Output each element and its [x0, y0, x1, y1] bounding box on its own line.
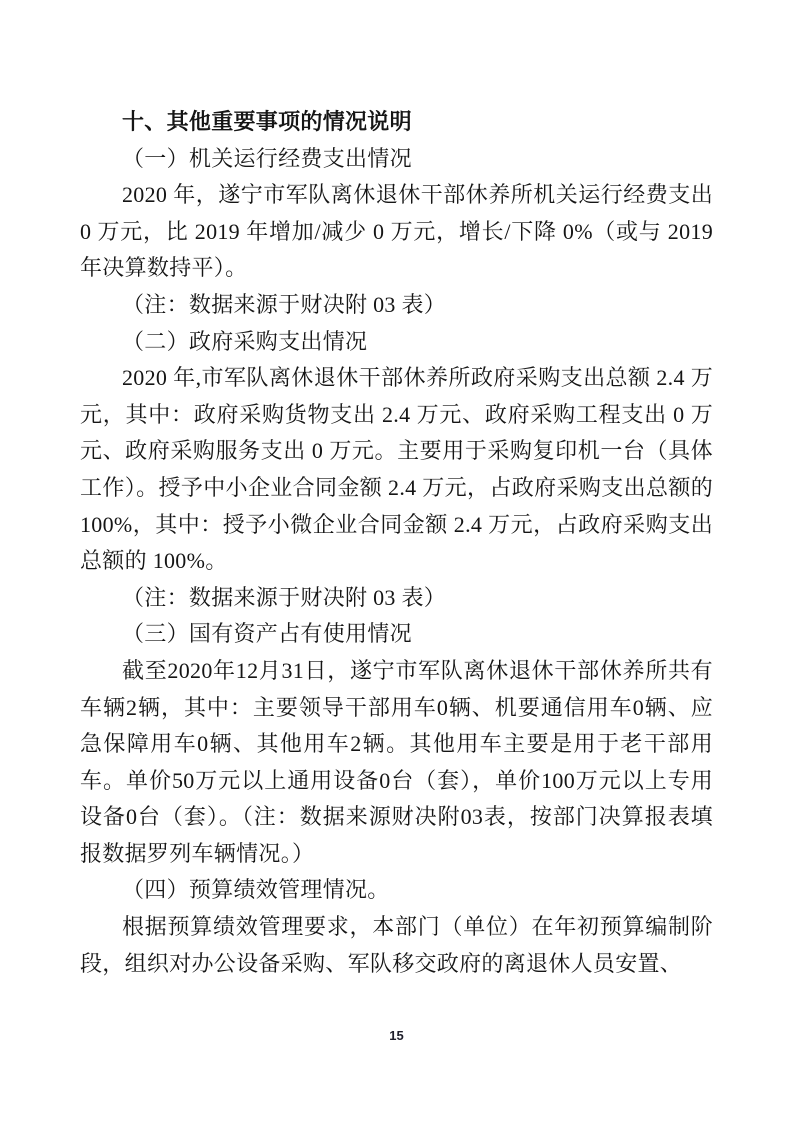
- page-number: 15: [389, 1028, 404, 1043]
- note-line: （注：数据来源于财决附 03 表）: [122, 291, 447, 317]
- body-paragraph: 根据预算绩效管理要求，本部门（单位）在年初预算编制阶段，组织对办公设备采购、军队移交政府的离退休人员安置、: [80, 914, 713, 976]
- subsection-title-4: （四）预算绩效管理情况。: [122, 877, 390, 903]
- body-paragraph: 2020 年,市军队离休退休干部休养所政府采购支出总额 2.4 万元，其中：政府采购货物支出 2.4 万元、政府采购工程支出 0 万元、政府采购服务支出 0 万元。主要用于采购复印机一台（具体工作）。授予中小企业合同金额 2.4 万元，占政府采购支出总额的 100%，其中：授予小微企业合同金额 2.4 万元，占政府采购支出总额的 100%。: [80, 365, 713, 574]
- document-content: [80, 104, 713, 982]
- subsection-title-1: （一）机关运行经费支出情况: [122, 145, 412, 171]
- subsection-title-3: （三）国有资产占有使用情况: [122, 621, 412, 647]
- body-paragraph: 2020 年，遂宁市军队离休退休干部休养所机关运行经费支出 0 万元，比 2019 年增加/减少 0 万元，增长/下降 0%（或与 2019 年决算数持平）。: [80, 182, 713, 281]
- subsection-title-2: （二）政府采购支出情况: [122, 328, 368, 354]
- note-line: （注：数据来源于财决附 03 表）: [122, 584, 447, 610]
- section-heading: 十、其他重要事项的情况说明: [122, 109, 412, 134]
- body-paragraph: 截至2020年12月31日，遂宁市军队离休退休干部休养所共有车辆2辆，其中：主要领导干部用车0辆、机要通信用车0辆、应急保障用车0辆、其他用车2辆。其他用车主要是用于老干部用车。单价50万元以上通用设备0台（套），单价100万元以上专用设备0台（套）。（注：数据来源财决附03表，按部门决算报表填报数据罗列车辆情况。）: [80, 657, 713, 866]
